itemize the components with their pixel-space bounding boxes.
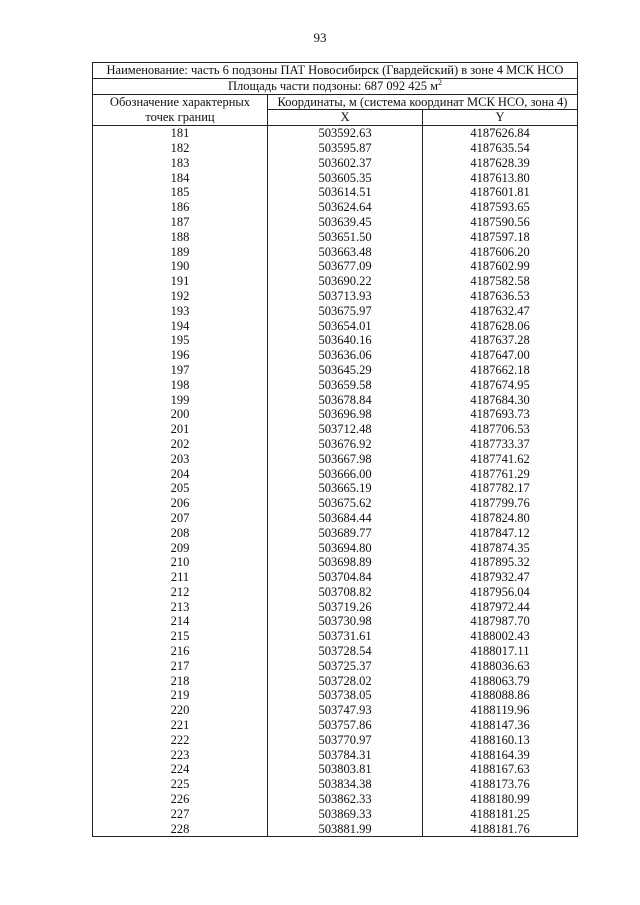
x-value: 503770.97 — [268, 733, 423, 748]
table-row — [93, 688, 578, 703]
point-number: 190 — [93, 259, 268, 274]
y-value: 4187824.80 — [423, 511, 578, 526]
point-number: 226 — [93, 792, 268, 807]
coords-header: Координаты, м (система координат МСК НСО, зона 4) — [277, 94, 568, 109]
table-row — [93, 259, 578, 274]
x-value: 503665.19 — [268, 481, 423, 496]
y-value: 4187647.00 — [423, 348, 578, 363]
point-number: 225 — [93, 777, 268, 792]
point-number: 204 — [93, 467, 268, 482]
y-value: 4187782.17 — [423, 481, 578, 496]
point-number: 222 — [93, 733, 268, 748]
table-row — [93, 215, 578, 230]
x-value: 503654.01 — [268, 319, 423, 334]
point-number: 221 — [93, 718, 268, 733]
point-number: 194 — [93, 319, 268, 334]
y-value: 4188160.13 — [423, 733, 578, 748]
coordinates-table — [92, 62, 578, 837]
area-text: Площадь части подзоны: 687 092 425 м — [228, 78, 438, 93]
y-value: 4187693.73 — [423, 407, 578, 422]
point-number: 203 — [93, 452, 268, 467]
table-row — [93, 230, 578, 245]
y-value: 4188164.39 — [423, 748, 578, 763]
y-value: 4187874.35 — [423, 541, 578, 556]
y-value: 4187606.20 — [423, 245, 578, 260]
table-row — [93, 333, 578, 348]
y-value: 4188088.86 — [423, 688, 578, 703]
zone-name: Наименование: часть 6 подзоны ПАТ Новосибирск (Гвардейский) в зоне 4 МСК НСО — [106, 63, 564, 77]
y-value: 4187628.06 — [423, 319, 578, 334]
x-value: 503730.98 — [268, 614, 423, 629]
y-value: 4188180.99 — [423, 792, 578, 807]
y-value: 4187741.62 — [423, 452, 578, 467]
x-value: 503592.63 — [268, 126, 423, 141]
table-row — [93, 674, 578, 689]
table-row — [93, 171, 578, 186]
y-value: 4187590.56 — [423, 215, 578, 230]
x-value: 503666.00 — [268, 467, 423, 482]
point-number: 227 — [93, 807, 268, 822]
y-value: 4187706.53 — [423, 422, 578, 437]
x-value: 503602.37 — [268, 156, 423, 171]
x-value: 503690.22 — [268, 274, 423, 289]
x-value: 503698.89 — [268, 555, 423, 570]
point-number: 210 — [93, 555, 268, 570]
table-row — [93, 526, 578, 541]
point-number: 181 — [93, 126, 268, 141]
y-value: 4187799.76 — [423, 496, 578, 511]
table-row — [93, 659, 578, 674]
point-number: 218 — [93, 674, 268, 689]
point-number: 187 — [93, 215, 268, 230]
y-value: 4188002.43 — [423, 629, 578, 644]
point-number: 213 — [93, 600, 268, 615]
x-value: 503834.38 — [268, 777, 423, 792]
x-value: 503684.44 — [268, 511, 423, 526]
table-row — [93, 748, 578, 763]
point-number: 224 — [93, 762, 268, 777]
x-value: 503713.93 — [268, 289, 423, 304]
y-value: 4187761.29 — [423, 467, 578, 482]
table-row — [93, 141, 578, 156]
y-value: 4188017.11 — [423, 644, 578, 659]
table-row — [93, 496, 578, 511]
table-row — [93, 467, 578, 482]
point-number: 219 — [93, 688, 268, 703]
table-row — [93, 570, 578, 585]
point-number: 188 — [93, 230, 268, 245]
table-row — [93, 762, 578, 777]
point-number: 214 — [93, 614, 268, 629]
point-number: 220 — [93, 703, 268, 718]
x-value: 503862.33 — [268, 792, 423, 807]
table-row — [93, 777, 578, 792]
x-value: 503663.48 — [268, 245, 423, 260]
y-value: 4187987.70 — [423, 614, 578, 629]
area-cell — [93, 78, 578, 94]
table-row — [93, 644, 578, 659]
x-value: 503645.29 — [268, 363, 423, 378]
y-value: 4187972.44 — [423, 600, 578, 615]
y-value: 4187895.32 — [423, 555, 578, 570]
point-number: 199 — [93, 393, 268, 408]
y-value: 4187684.30 — [423, 393, 578, 408]
x-value: 503694.80 — [268, 541, 423, 556]
table-row — [93, 585, 578, 600]
point-header-line1: Обозначение характерных — [109, 95, 251, 110]
point-number: 201 — [93, 422, 268, 437]
y-value: 4188181.25 — [423, 807, 578, 822]
table-row — [93, 437, 578, 452]
x-value: 503624.64 — [268, 200, 423, 215]
point-number: 186 — [93, 200, 268, 215]
point-number: 202 — [93, 437, 268, 452]
point-number: 209 — [93, 541, 268, 556]
y-value: 4187628.39 — [423, 156, 578, 171]
x-header: X — [268, 110, 423, 126]
y-value: 4188036.63 — [423, 659, 578, 674]
x-value: 503667.98 — [268, 452, 423, 467]
y-value: 4187636.53 — [423, 289, 578, 304]
point-number: 189 — [93, 245, 268, 260]
y-value: 4187597.18 — [423, 230, 578, 245]
x-value: 503677.09 — [268, 259, 423, 274]
area-unit-superscript: 2 — [437, 78, 442, 87]
y-value: 4188147.36 — [423, 718, 578, 733]
y-value: 4187932.47 — [423, 570, 578, 585]
table-row — [93, 348, 578, 363]
point-number: 211 — [93, 570, 268, 585]
x-value: 503747.93 — [268, 703, 423, 718]
x-value: 503636.06 — [268, 348, 423, 363]
x-value: 503675.62 — [268, 496, 423, 511]
point-number: 208 — [93, 526, 268, 541]
table-row — [93, 481, 578, 496]
point-header-cell — [93, 94, 268, 126]
y-header: Y — [423, 110, 578, 126]
y-value: 4187635.54 — [423, 141, 578, 156]
table-row — [93, 156, 578, 171]
x-value: 503595.87 — [268, 141, 423, 156]
point-number: 228 — [93, 822, 268, 837]
table-row — [93, 200, 578, 215]
coords-header-cell — [268, 94, 578, 110]
table-row — [93, 718, 578, 733]
x-value: 503614.51 — [268, 185, 423, 200]
table-row — [93, 511, 578, 526]
x-value: 503719.26 — [268, 600, 423, 615]
table-row — [93, 541, 578, 556]
table-row — [93, 600, 578, 615]
y-value: 4188181.76 — [423, 822, 578, 837]
x-value: 503689.77 — [268, 526, 423, 541]
y-value: 4188167.63 — [423, 762, 578, 777]
table-row — [93, 733, 578, 748]
table-row — [93, 822, 578, 837]
table-row — [93, 393, 578, 408]
point-number: 212 — [93, 585, 268, 600]
table-row — [93, 274, 578, 289]
point-number: 184 — [93, 171, 268, 186]
table-row — [93, 452, 578, 467]
table-row — [93, 126, 578, 141]
table-row — [93, 614, 578, 629]
table-row — [93, 304, 578, 319]
y-value: 4187632.47 — [423, 304, 578, 319]
point-number: 200 — [93, 407, 268, 422]
page-number: 93 — [313, 30, 327, 45]
y-value: 4188173.76 — [423, 777, 578, 792]
point-number: 182 — [93, 141, 268, 156]
point-number: 215 — [93, 629, 268, 644]
table-row — [93, 422, 578, 437]
y-value: 4187601.81 — [423, 185, 578, 200]
point-number: 217 — [93, 659, 268, 674]
x-value: 503784.31 — [268, 748, 423, 763]
y-value: 4187662.18 — [423, 363, 578, 378]
table-row — [93, 407, 578, 422]
point-header-line2: точек границ — [145, 109, 215, 124]
x-value: 503639.45 — [268, 215, 423, 230]
y-value: 4188119.96 — [423, 703, 578, 718]
point-number: 207 — [93, 511, 268, 526]
table-row — [93, 792, 578, 807]
table-row — [93, 289, 578, 304]
y-value: 4187847.12 — [423, 526, 578, 541]
x-value: 503803.81 — [268, 762, 423, 777]
point-number: 206 — [93, 496, 268, 511]
x-value: 503640.16 — [268, 333, 423, 348]
x-value: 503712.48 — [268, 422, 423, 437]
point-number: 197 — [93, 363, 268, 378]
point-number: 216 — [93, 644, 268, 659]
point-number: 191 — [93, 274, 268, 289]
x-value: 503757.86 — [268, 718, 423, 733]
x-value: 503738.05 — [268, 688, 423, 703]
x-value: 503704.84 — [268, 570, 423, 585]
x-value: 503696.98 — [268, 407, 423, 422]
y-value: 4187613.80 — [423, 171, 578, 186]
y-value: 4187582.58 — [423, 274, 578, 289]
x-value: 503731.61 — [268, 629, 423, 644]
x-value: 503725.37 — [268, 659, 423, 674]
y-value: 4187674.95 — [423, 378, 578, 393]
point-number: 195 — [93, 333, 268, 348]
x-value: 503676.92 — [268, 437, 423, 452]
point-number: 198 — [93, 378, 268, 393]
y-value: 4187956.04 — [423, 585, 578, 600]
x-value: 503651.50 — [268, 230, 423, 245]
table-row — [93, 185, 578, 200]
table-row — [93, 629, 578, 644]
x-value: 503708.82 — [268, 585, 423, 600]
y-value: 4187593.65 — [423, 200, 578, 215]
x-value: 503869.33 — [268, 807, 423, 822]
x-value: 503605.35 — [268, 171, 423, 186]
y-value: 4187626.84 — [423, 126, 578, 141]
x-value: 503881.99 — [268, 822, 423, 837]
table-row — [93, 807, 578, 822]
x-value: 503728.54 — [268, 644, 423, 659]
point-number: 193 — [93, 304, 268, 319]
table-row — [93, 245, 578, 260]
y-value: 4187637.28 — [423, 333, 578, 348]
table-row — [93, 319, 578, 334]
table-row — [93, 555, 578, 570]
table-row — [93, 363, 578, 378]
table-row — [93, 703, 578, 718]
y-value: 4187733.37 — [423, 437, 578, 452]
x-value: 503678.84 — [268, 393, 423, 408]
zone-name-cell — [93, 63, 578, 79]
point-number: 205 — [93, 481, 268, 496]
point-number: 223 — [93, 748, 268, 763]
x-value: 503675.97 — [268, 304, 423, 319]
x-value: 503659.58 — [268, 378, 423, 393]
point-number: 196 — [93, 348, 268, 363]
y-value: 4187602.99 — [423, 259, 578, 274]
y-value: 4188063.79 — [423, 674, 578, 689]
table-row — [93, 378, 578, 393]
point-number: 192 — [93, 289, 268, 304]
point-number: 183 — [93, 156, 268, 171]
x-value: 503728.02 — [268, 674, 423, 689]
point-number: 185 — [93, 185, 268, 200]
